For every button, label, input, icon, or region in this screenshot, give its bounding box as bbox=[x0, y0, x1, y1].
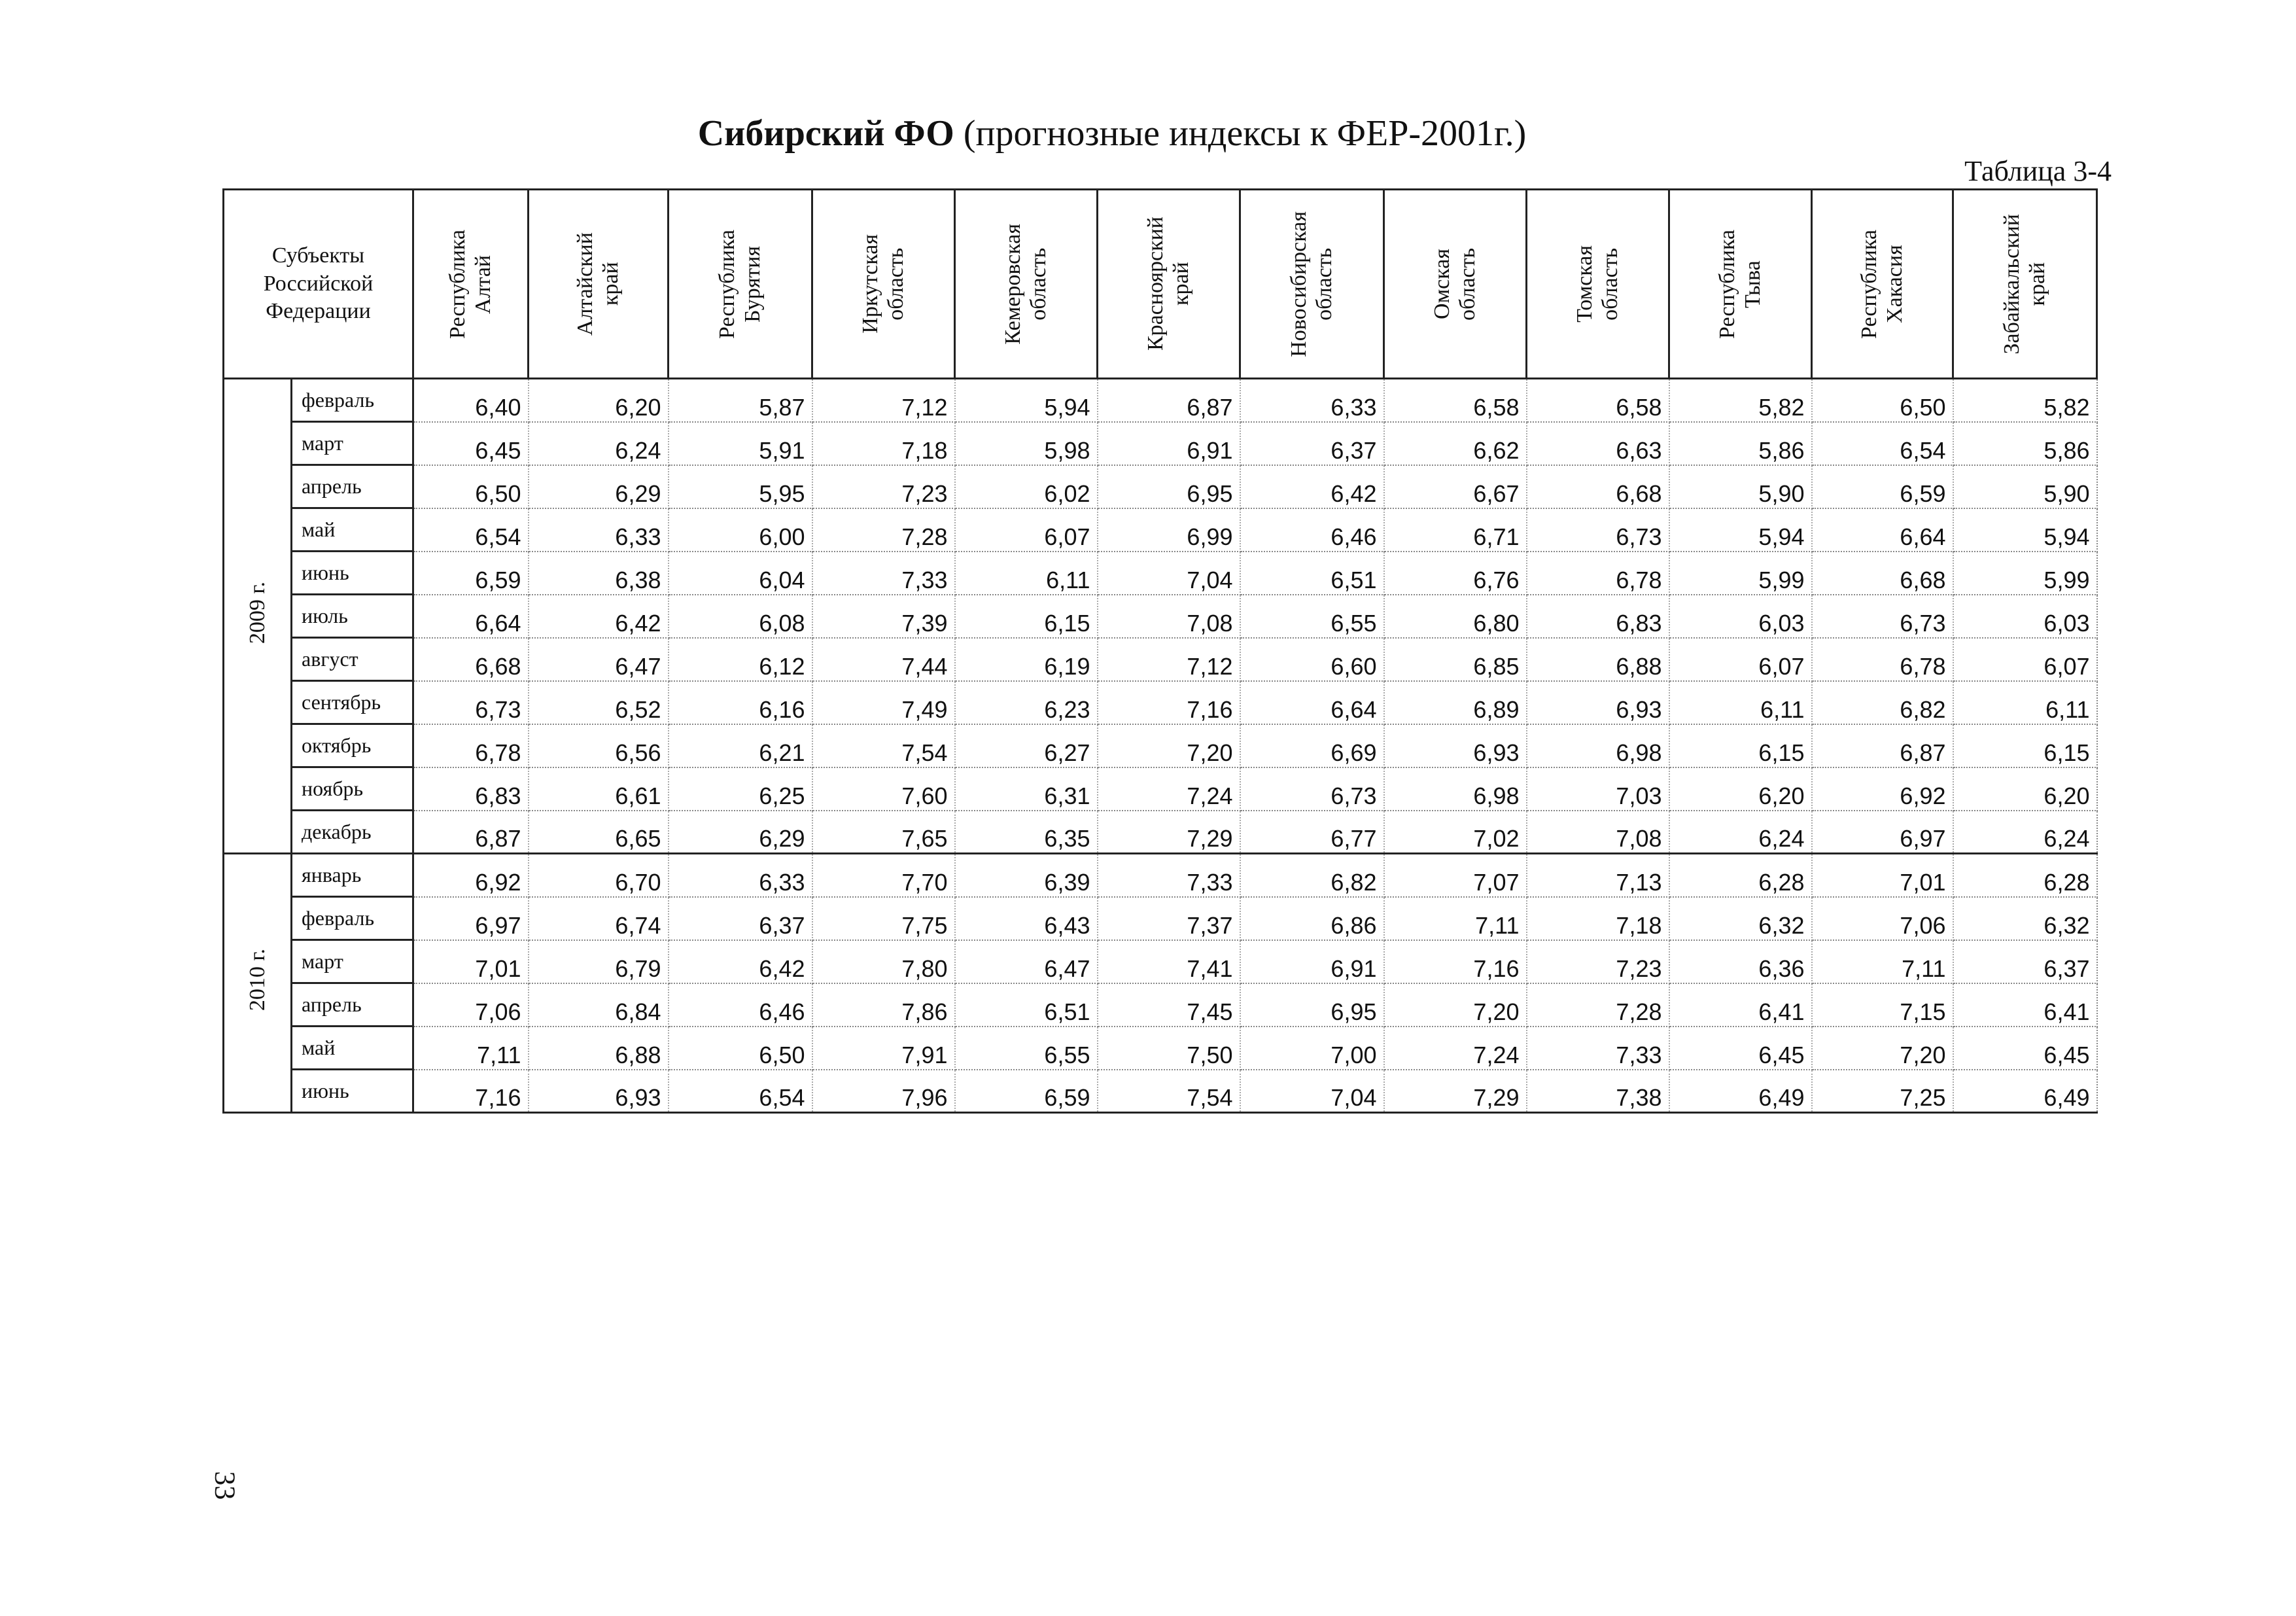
index-value-cell: 7,16 bbox=[1098, 681, 1240, 724]
index-value-cell: 6,03 bbox=[1953, 595, 2097, 638]
month-label: июнь bbox=[292, 552, 413, 595]
index-value-cell: 6,54 bbox=[669, 1070, 812, 1113]
index-value-cell: 7,06 bbox=[1812, 897, 1953, 940]
index-value-cell: 7,18 bbox=[1527, 897, 1669, 940]
month-label: февраль bbox=[292, 897, 413, 940]
region-header bbox=[1812, 190, 1953, 379]
table-row bbox=[224, 638, 2097, 681]
index-value-cell: 6,97 bbox=[413, 897, 529, 940]
index-value-cell: 6,42 bbox=[529, 595, 669, 638]
index-value-cell: 6,49 bbox=[1669, 1070, 1812, 1113]
index-value-cell: 7,54 bbox=[812, 724, 955, 767]
index-value-cell: 6,73 bbox=[1812, 595, 1953, 638]
index-value-cell: 6,45 bbox=[1953, 1027, 2097, 1070]
index-value-cell: 6,21 bbox=[669, 724, 812, 767]
index-value-cell: 6,27 bbox=[955, 724, 1098, 767]
table-row bbox=[224, 422, 2097, 465]
index-value-cell: 6,79 bbox=[529, 940, 669, 983]
index-value-cell: 6,82 bbox=[1240, 854, 1384, 897]
index-value-cell: 6,68 bbox=[1812, 552, 1953, 595]
month-label: ноябрь bbox=[292, 767, 413, 811]
index-value-cell: 6,93 bbox=[1527, 681, 1669, 724]
index-value-cell: 6,50 bbox=[1812, 379, 1953, 422]
region-header-label: Иркутская область bbox=[858, 234, 909, 334]
index-value-cell: 7,03 bbox=[1527, 767, 1669, 811]
index-value-cell: 6,82 bbox=[1812, 681, 1953, 724]
index-value-cell: 7,54 bbox=[1098, 1070, 1240, 1113]
index-value-cell: 6,29 bbox=[529, 465, 669, 508]
index-value-cell: 6,52 bbox=[529, 681, 669, 724]
index-value-cell: 6,98 bbox=[1527, 724, 1669, 767]
index-value-cell: 6,85 bbox=[1384, 638, 1527, 681]
table-number: Таблица 3-4 bbox=[1964, 155, 2112, 187]
index-value-cell: 7,01 bbox=[413, 940, 529, 983]
region-header bbox=[529, 190, 669, 379]
index-value-cell: 6,23 bbox=[955, 681, 1098, 724]
index-value-cell: 6,33 bbox=[1240, 379, 1384, 422]
index-value-cell: 6,37 bbox=[1240, 422, 1384, 465]
region-header bbox=[1384, 190, 1527, 379]
index-value-cell: 7,39 bbox=[812, 595, 955, 638]
index-value-cell: 6,49 bbox=[1953, 1070, 2097, 1113]
index-value-cell: 6,37 bbox=[1953, 940, 2097, 983]
index-value-cell: 5,98 bbox=[955, 422, 1098, 465]
index-value-cell: 5,94 bbox=[955, 379, 1098, 422]
index-value-cell: 6,61 bbox=[529, 767, 669, 811]
index-value-cell: 6,63 bbox=[1527, 422, 1669, 465]
index-value-cell: 7,44 bbox=[812, 638, 955, 681]
index-value-cell: 7,11 bbox=[1384, 897, 1527, 940]
index-value-cell: 7,33 bbox=[812, 552, 955, 595]
index-value-cell: 6,58 bbox=[1527, 379, 1669, 422]
index-value-cell: 6,15 bbox=[1953, 724, 2097, 767]
index-value-cell: 7,12 bbox=[812, 379, 955, 422]
year-label-text: 2010 г. bbox=[245, 949, 270, 1011]
month-label: декабрь bbox=[292, 811, 413, 854]
index-value-cell: 5,94 bbox=[1669, 508, 1812, 552]
index-value-cell: 6,73 bbox=[1527, 508, 1669, 552]
index-value-cell: 6,69 bbox=[1240, 724, 1384, 767]
region-header-label: Омская область bbox=[1430, 247, 1480, 321]
table-row bbox=[224, 465, 2097, 508]
index-value-cell: 6,19 bbox=[955, 638, 1098, 681]
index-value-cell: 6,92 bbox=[413, 854, 529, 897]
index-value-cell: 6,93 bbox=[529, 1070, 669, 1113]
index-value-cell: 6,46 bbox=[1240, 508, 1384, 552]
region-header-label: Республика Бурятия bbox=[715, 229, 765, 339]
index-value-cell: 6,80 bbox=[1384, 595, 1527, 638]
index-value-cell: 6,15 bbox=[1669, 724, 1812, 767]
index-value-cell: 7,41 bbox=[1098, 940, 1240, 983]
month-label: июнь bbox=[292, 1070, 413, 1113]
index-value-cell: 6,08 bbox=[669, 595, 812, 638]
index-value-cell: 7,29 bbox=[1384, 1070, 1527, 1113]
region-header-label: Алтайский край bbox=[573, 232, 623, 336]
index-value-cell: 6,16 bbox=[669, 681, 812, 724]
index-value-cell: 7,01 bbox=[1812, 854, 1953, 897]
region-header bbox=[669, 190, 812, 379]
index-value-cell: 6,40 bbox=[413, 379, 529, 422]
index-value-cell: 6,99 bbox=[1098, 508, 1240, 552]
index-value-cell: 5,94 bbox=[1953, 508, 2097, 552]
index-value-cell: 6,88 bbox=[1527, 638, 1669, 681]
index-value-cell: 6,42 bbox=[669, 940, 812, 983]
index-value-cell: 7,07 bbox=[1384, 854, 1527, 897]
region-header bbox=[1953, 190, 2097, 379]
index-value-cell: 6,29 bbox=[669, 811, 812, 854]
index-value-cell: 7,91 bbox=[812, 1027, 955, 1070]
region-header-label: Томская область bbox=[1573, 245, 1623, 323]
index-value-cell: 6,55 bbox=[1240, 595, 1384, 638]
index-value-cell: 7,08 bbox=[1098, 595, 1240, 638]
index-value-cell: 7,50 bbox=[1098, 1027, 1240, 1070]
index-value-cell: 7,33 bbox=[1098, 854, 1240, 897]
index-value-cell: 6,25 bbox=[669, 767, 812, 811]
index-value-cell: 6,78 bbox=[413, 724, 529, 767]
index-value-cell: 7,60 bbox=[812, 767, 955, 811]
region-header bbox=[812, 190, 955, 379]
index-value-cell: 6,83 bbox=[1527, 595, 1669, 638]
index-value-cell: 6,47 bbox=[955, 940, 1098, 983]
index-value-cell: 7,24 bbox=[1384, 1027, 1527, 1070]
page-number: 33 bbox=[209, 1471, 241, 1500]
index-value-cell: 7,25 bbox=[1812, 1070, 1953, 1113]
index-value-cell: 7,16 bbox=[1384, 940, 1527, 983]
index-value-cell: 6,42 bbox=[1240, 465, 1384, 508]
index-value-cell: 6,73 bbox=[1240, 767, 1384, 811]
region-header bbox=[955, 190, 1098, 379]
index-value-cell: 5,99 bbox=[1953, 552, 2097, 595]
index-value-cell: 6,89 bbox=[1384, 681, 1527, 724]
index-value-cell: 5,86 bbox=[1953, 422, 2097, 465]
region-header-label: Кемеровская область bbox=[1001, 223, 1051, 345]
index-value-cell: 7,45 bbox=[1098, 983, 1240, 1027]
index-value-cell: 6,74 bbox=[529, 897, 669, 940]
index-value-cell: 5,90 bbox=[1669, 465, 1812, 508]
index-value-cell: 6,64 bbox=[413, 595, 529, 638]
month-label: апрель bbox=[292, 983, 413, 1027]
year-label-text: 2009 г. bbox=[245, 582, 270, 644]
index-value-cell: 5,82 bbox=[1669, 379, 1812, 422]
index-value-cell: 6,60 bbox=[1240, 638, 1384, 681]
index-value-cell: 6,92 bbox=[1812, 767, 1953, 811]
index-value-cell: 6,70 bbox=[529, 854, 669, 897]
title-bold: Сибирский ФО bbox=[697, 113, 954, 154]
index-value-cell: 7,23 bbox=[812, 465, 955, 508]
index-value-cell: 6,78 bbox=[1812, 638, 1953, 681]
index-value-cell: 6,11 bbox=[1953, 681, 2097, 724]
index-value-cell: 6,37 bbox=[669, 897, 812, 940]
index-value-cell: 6,20 bbox=[1669, 767, 1812, 811]
index-value-cell: 6,59 bbox=[1812, 465, 1953, 508]
table-row bbox=[224, 595, 2097, 638]
index-value-cell: 6,04 bbox=[669, 552, 812, 595]
region-header bbox=[1240, 190, 1384, 379]
index-value-cell: 7,11 bbox=[1812, 940, 1953, 983]
index-table bbox=[222, 188, 2098, 1114]
index-value-cell: 7,38 bbox=[1527, 1070, 1669, 1113]
index-value-cell: 6,88 bbox=[529, 1027, 669, 1070]
index-value-cell: 7,37 bbox=[1098, 897, 1240, 940]
index-value-cell: 6,51 bbox=[1240, 552, 1384, 595]
corner-header: Субъекты Российской Федерации bbox=[224, 190, 413, 379]
month-label: апрель bbox=[292, 465, 413, 508]
region-header-label: Республика Алтай bbox=[445, 229, 496, 339]
index-value-cell: 6,95 bbox=[1240, 983, 1384, 1027]
index-value-cell: 6,91 bbox=[1098, 422, 1240, 465]
index-value-cell: 6,64 bbox=[1812, 508, 1953, 552]
table-row bbox=[224, 767, 2097, 811]
index-value-cell: 6,46 bbox=[669, 983, 812, 1027]
region-header-label: Новосибирская область bbox=[1287, 211, 1337, 357]
index-value-cell: 7,13 bbox=[1527, 854, 1669, 897]
region-header-label: Республика Хакасия bbox=[1857, 229, 1907, 339]
region-header-label: Красноярский край bbox=[1143, 217, 1194, 351]
index-value-cell: 7,04 bbox=[1240, 1070, 1384, 1113]
index-table-container bbox=[222, 188, 2098, 1114]
index-value-cell: 6,33 bbox=[529, 508, 669, 552]
index-value-cell: 6,77 bbox=[1240, 811, 1384, 854]
index-value-cell: 6,71 bbox=[1384, 508, 1527, 552]
index-value-cell: 6,00 bbox=[669, 508, 812, 552]
table-body bbox=[224, 379, 2097, 1113]
month-label: март bbox=[292, 422, 413, 465]
index-value-cell: 5,82 bbox=[1953, 379, 2097, 422]
index-value-cell: 6,76 bbox=[1384, 552, 1527, 595]
index-value-cell: 6,86 bbox=[1240, 897, 1384, 940]
index-value-cell: 6,84 bbox=[529, 983, 669, 1027]
index-value-cell: 6,02 bbox=[955, 465, 1098, 508]
region-header-label: Республика Тыва bbox=[1715, 229, 1765, 339]
index-value-cell: 7,80 bbox=[812, 940, 955, 983]
index-value-cell: 7,28 bbox=[1527, 983, 1669, 1027]
index-value-cell: 6,15 bbox=[955, 595, 1098, 638]
region-header bbox=[413, 190, 529, 379]
index-value-cell: 6,39 bbox=[955, 854, 1098, 897]
index-value-cell: 7,20 bbox=[1812, 1027, 1953, 1070]
index-value-cell: 7,08 bbox=[1527, 811, 1669, 854]
index-value-cell: 7,06 bbox=[413, 983, 529, 1027]
index-value-cell: 6,50 bbox=[413, 465, 529, 508]
index-value-cell: 5,87 bbox=[669, 379, 812, 422]
index-value-cell: 6,58 bbox=[1384, 379, 1527, 422]
index-value-cell: 6,97 bbox=[1812, 811, 1953, 854]
index-value-cell: 6,12 bbox=[669, 638, 812, 681]
index-value-cell: 6,41 bbox=[1669, 983, 1812, 1027]
month-label: октябрь bbox=[292, 724, 413, 767]
index-value-cell: 6,11 bbox=[955, 552, 1098, 595]
index-value-cell: 6,28 bbox=[1669, 854, 1812, 897]
title-rest: (прогнозные индексы к ФЕР-2001г.) bbox=[954, 113, 1527, 154]
index-value-cell: 6,83 bbox=[413, 767, 529, 811]
table-row bbox=[224, 897, 2097, 940]
index-value-cell: 6,54 bbox=[413, 508, 529, 552]
month-label: май bbox=[292, 508, 413, 552]
index-value-cell: 6,28 bbox=[1953, 854, 2097, 897]
index-value-cell: 7,11 bbox=[413, 1027, 529, 1070]
index-value-cell: 6,07 bbox=[1669, 638, 1812, 681]
index-value-cell: 7,70 bbox=[812, 854, 955, 897]
index-value-cell: 7,33 bbox=[1527, 1027, 1669, 1070]
index-value-cell: 7,16 bbox=[413, 1070, 529, 1113]
index-value-cell: 5,95 bbox=[669, 465, 812, 508]
index-value-cell: 6,98 bbox=[1384, 767, 1527, 811]
index-value-cell: 7,23 bbox=[1527, 940, 1669, 983]
index-value-cell: 6,24 bbox=[1669, 811, 1812, 854]
index-value-cell: 6,67 bbox=[1384, 465, 1527, 508]
index-value-cell: 6,03 bbox=[1669, 595, 1812, 638]
index-value-cell: 7,20 bbox=[1384, 983, 1527, 1027]
region-header-label: Забайкальский край bbox=[2000, 213, 2050, 355]
index-value-cell: 6,64 bbox=[1240, 681, 1384, 724]
region-header bbox=[1669, 190, 1812, 379]
index-value-cell: 7,86 bbox=[812, 983, 955, 1027]
index-value-cell: 6,78 bbox=[1527, 552, 1669, 595]
month-label: январь bbox=[292, 854, 413, 897]
table-row bbox=[224, 508, 2097, 552]
index-value-cell: 5,99 bbox=[1669, 552, 1812, 595]
index-value-cell: 6,91 bbox=[1240, 940, 1384, 983]
index-value-cell: 6,87 bbox=[1098, 379, 1240, 422]
month-label: июль bbox=[292, 595, 413, 638]
index-value-cell: 6,20 bbox=[529, 379, 669, 422]
index-value-cell: 6,32 bbox=[1953, 897, 2097, 940]
index-value-cell: 6,24 bbox=[1953, 811, 2097, 854]
index-value-cell: 6,38 bbox=[529, 552, 669, 595]
index-value-cell: 7,12 bbox=[1098, 638, 1240, 681]
index-value-cell: 6,55 bbox=[955, 1027, 1098, 1070]
index-value-cell: 6,32 bbox=[1669, 897, 1812, 940]
month-label: август bbox=[292, 638, 413, 681]
index-value-cell: 6,95 bbox=[1098, 465, 1240, 508]
index-value-cell: 6,41 bbox=[1953, 983, 2097, 1027]
header-row bbox=[224, 190, 2097, 379]
index-value-cell: 6,65 bbox=[529, 811, 669, 854]
index-value-cell: 6,51 bbox=[955, 983, 1098, 1027]
index-value-cell: 7,28 bbox=[812, 508, 955, 552]
index-value-cell: 7,04 bbox=[1098, 552, 1240, 595]
region-header bbox=[1527, 190, 1669, 379]
index-value-cell: 6,07 bbox=[955, 508, 1098, 552]
table-row bbox=[224, 552, 2097, 595]
index-value-cell: 6,36 bbox=[1669, 940, 1812, 983]
index-value-cell: 6,68 bbox=[413, 638, 529, 681]
table-row bbox=[224, 681, 2097, 724]
index-value-cell: 7,65 bbox=[812, 811, 955, 854]
month-label: март bbox=[292, 940, 413, 983]
table-row bbox=[224, 811, 2097, 854]
index-value-cell: 7,15 bbox=[1812, 983, 1953, 1027]
index-value-cell: 7,00 bbox=[1240, 1027, 1384, 1070]
index-value-cell: 5,91 bbox=[669, 422, 812, 465]
index-value-cell: 6,33 bbox=[669, 854, 812, 897]
table-row bbox=[224, 854, 2097, 897]
index-value-cell: 6,47 bbox=[529, 638, 669, 681]
index-value-cell: 6,43 bbox=[955, 897, 1098, 940]
index-value-cell: 6,73 bbox=[413, 681, 529, 724]
month-label: сентябрь bbox=[292, 681, 413, 724]
table-row bbox=[224, 1027, 2097, 1070]
index-value-cell: 6,45 bbox=[413, 422, 529, 465]
index-value-cell: 6,56 bbox=[529, 724, 669, 767]
index-value-cell: 6,20 bbox=[1953, 767, 2097, 811]
index-value-cell: 7,24 bbox=[1098, 767, 1240, 811]
month-label: май bbox=[292, 1027, 413, 1070]
index-value-cell: 6,87 bbox=[1812, 724, 1953, 767]
year-label bbox=[224, 854, 292, 1113]
year-label bbox=[224, 379, 292, 854]
table-row bbox=[224, 940, 2097, 983]
index-value-cell: 6,07 bbox=[1953, 638, 2097, 681]
table-row bbox=[224, 379, 2097, 422]
index-value-cell: 7,96 bbox=[812, 1070, 955, 1113]
index-value-cell: 6,11 bbox=[1669, 681, 1812, 724]
index-value-cell: 7,49 bbox=[812, 681, 955, 724]
index-value-cell: 6,50 bbox=[669, 1027, 812, 1070]
table-row bbox=[224, 724, 2097, 767]
index-value-cell: 6,45 bbox=[1669, 1027, 1812, 1070]
table-row bbox=[224, 983, 2097, 1027]
index-value-cell: 6,31 bbox=[955, 767, 1098, 811]
region-header bbox=[1098, 190, 1240, 379]
page-title bbox=[131, 113, 2093, 154]
table-row bbox=[224, 1070, 2097, 1113]
index-value-cell: 7,20 bbox=[1098, 724, 1240, 767]
index-value-cell: 6,93 bbox=[1384, 724, 1527, 767]
index-value-cell: 6,59 bbox=[955, 1070, 1098, 1113]
index-value-cell: 5,86 bbox=[1669, 422, 1812, 465]
index-value-cell: 5,90 bbox=[1953, 465, 2097, 508]
month-label: февраль bbox=[292, 379, 413, 422]
index-value-cell: 6,59 bbox=[413, 552, 529, 595]
index-value-cell: 7,75 bbox=[812, 897, 955, 940]
index-value-cell: 7,18 bbox=[812, 422, 955, 465]
index-value-cell: 6,62 bbox=[1384, 422, 1527, 465]
index-value-cell: 6,87 bbox=[413, 811, 529, 854]
index-value-cell: 6,24 bbox=[529, 422, 669, 465]
index-value-cell: 7,29 bbox=[1098, 811, 1240, 854]
index-value-cell: 6,54 bbox=[1812, 422, 1953, 465]
index-value-cell: 6,35 bbox=[955, 811, 1098, 854]
index-value-cell: 7,02 bbox=[1384, 811, 1527, 854]
index-value-cell: 6,68 bbox=[1527, 465, 1669, 508]
